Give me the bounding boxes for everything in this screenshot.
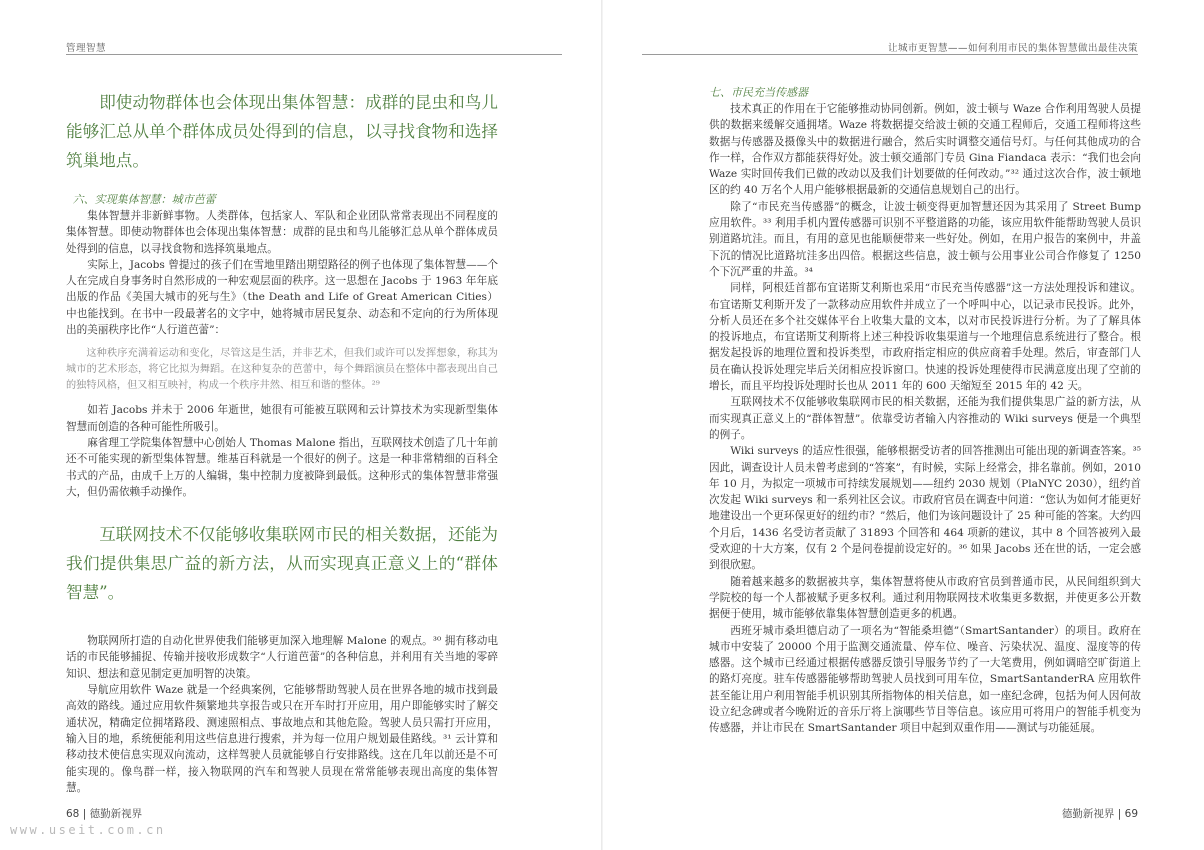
paragraph: 互联网技术不仅能够收集联网市民的相关数据，还能为我们提供集思广益的新方法，从而实现真正意义上的“群体智慧”。依靠受访者输入内容推动的 Wiki surveys 便是一个典型的例子。 bbox=[709, 396, 1141, 441]
paragraph: 同样，阿根廷首都布宜诺斯艾利斯也采用“市民充当传感器”这一方法处理投诉和建议。布宜诺斯艾利斯开发了一款移动应用软件并成立了一个呼叫中心，以记录市民投诉。此外，分析人员还在多个社交媒体平台上收集大量的文本，以对市民投诉进行分析。为了了解具体的投诉地点，布宜诺斯艾利斯将上述三种投诉收集渠道与一个地理信息系统进行了整合。根据发起投诉的地理位置和投诉类型，市政府指定相应的供应商着手处理。然后，审查部门人员在确认投诉处理完毕后关闭相应投诉窗口。快速的投诉处理使得市民满意度出现了空前的增长，而且平均投诉处理时长也从 2011 年的 600 天缩短至 2015 年的 42 天。 bbox=[709, 282, 1141, 393]
paragraph: 随着越来越多的数据被共享，集体智慧将使从市政府官员到普通市民，从民间组织到大学院校的每一个人都被赋予更多权利。通过利用物联网技术收集更多数据，并使更多公开数据便于使用，城市能够依靠集体智慧创造更多的机遇。 bbox=[709, 575, 1141, 621]
section-7-heading: 七、市民充当传感器 bbox=[709, 86, 808, 99]
pullquote-1: 即使动物群体也会体现出集体智慧：成群的昆虫和鸟儿能够汇总从单个群体成员处得到的信息，以寻找食物和选择筑巢地点。 bbox=[66, 93, 498, 170]
block-quote: 这种秩序充满着运动和变化，尽管这是生活，并非艺术，但我们或许可以发挥想象，称其为城市的艺术形态，将它比拟为舞蹈。在这种复杂的芭蕾中，每个舞蹈演员在整体中都表现出自己的独特风格，但又相互映衬，构成一个秩序井然、相互和谐的整体。²⁹ bbox=[66, 348, 498, 392]
page-footer-right: 德勤新视界 | 69 bbox=[1061, 808, 1138, 820]
paragraph: Wiki surveys 的适应性很强，能够根据受访者的回答推测出可能出现的新调查答案。³⁵ 因此，调查设计人员未曾考虑到的“答案”，有时候，实际上经常会，排名靠前。例如，2010 年 10 月，为拟定一项城市可持续发展规划——纽约 2030 规划（PlaNYC 2030），纽约首次发起 Wiki surveys 和一系列社区会议。市政府官员在调查中问道：“您认为如何才能更好地建设出一个更环保更好的纽约市？”然后，他们为该问题设计了 25 种可能的答案。大约四个月后，1436 名受访者贡献了 31893 个回答和 464 项新的建议，其中 8 个回答被列入最受欢迎的十大方案，仅有 2 个是问卷提前设定好的。³⁶ 如果 Jacobs 还在世的话，一定会感到很欣慰。 bbox=[709, 445, 1141, 572]
paragraph: 除了“市民充当传感器”的概念，让波士顿变得更加智慧还因为其采用了 Street Bump 应用软件。³³ 利用手机内置传感器可识别不平整道路的功能，该应用软件能帮助驾驶人员识别道路坑洼。而且，有用的意见也能顺便带来一些好处。例如，在用户报告的案例中，井盖下沉的情况比道路坑洼多出四倍。根据这些信息，波士顿与公用事业公司合作修复了 1250 个下沉严重的井盖。³⁴ bbox=[709, 200, 1141, 278]
paragraph: 西班牙城市桑坦德启动了一项名为“智能桑坦德”（SmartSantander）的项目。政府在城市中安装了 20000 个用于监测交通流量、停车位、噪音、污染状况、温度、湿度等的传感器。这个城市已经通过根据传感器反馈引导服务节约了一大笔费用，例如调暗空旷街道上的路灯亮度。驻车传感器能够帮助驾驶人员找到可用车位，SmartSantanderRA 应用软件甚至能让用户利用智能手机识别其所指物体的相关信息，如一座纪念碑，包括为何人因何故设立纪念碑或者今晚附近的音乐厅将上演哪些节目等信息。该应用可将用户的智能手机变为传感器，并让市民在 SmartSantander 项目中起到双重作用——测试与功能延展。 bbox=[709, 624, 1141, 735]
right-page bbox=[602, 0, 1204, 850]
pullquote-2: 互联网技术不仅能够收集联网市民的相关数据，还能为我们提供集思广益的新方法，从而实现真正意义上的“群体智慧”。 bbox=[66, 525, 498, 603]
running-header-left: 管理智慧 bbox=[66, 43, 107, 54]
header-rule-left bbox=[66, 54, 562, 55]
paragraph: 导航应用软件 Waze 就是一个经典案例，它能够帮助驾驶人员在世界各地的城市找到最高效的路线。通过应用软件频繁地共享报告或只在开车时打开应用，用户即能够实时了解交通状况，精确定位拥堵路段、测速照相点、事故地点和其他危险。驾驶人员只需打开应用，输入目的地，系统便能利用这些信息进行搜索，并为每一位用户规划最佳路线。³¹ 云计算和移动技术使信息实现双向流动，这样驾驶人员就能够自行安排路线。这在几年以前还是不可能实现的。像鸟群一样，接入物联网的汽车和驾驶人员现在常常能够表现出高度的集体智慧。 bbox=[66, 684, 498, 794]
paragraph: 集体智慧并非新鲜事物。人类群体，包括家人、军队和企业团队常常表现出不同程度的集体智慧。即使动物群体也会体现出集体智慧：成群的昆虫和鸟儿能够汇总从单个群体成员处得到的信息，以寻找食物和选择筑巢地点。 bbox=[66, 210, 498, 255]
paragraph: 实际上，Jacobs 曾提过的孩子们在雪地里踏出期望路径的例子也体现了集体智慧——个人在完成自身事务时自然形成的一种宏观层面的秩序。这一思想在 Jacobs 于 1963 年年底出版的作品《美国大城市的死与生》（the Death and Life of Great American Cities）中也能找到。在书中一段最著名的文字中，她将城市居民复杂、动态和不定向的行为所体现出的美丽秩序比作“人行道芭蕾”： bbox=[66, 258, 498, 337]
left-column bbox=[66, 84, 498, 796]
header-rule-right bbox=[642, 54, 1138, 55]
paragraph: 物联网所打造的自动化世界使我们能够更加深入地理解 Malone 的观点。³⁰ 拥有移动电话的市民能够捕捉、传输并接收形成数字“人行道芭蕾”的各种信息，并利用有关当地的零碎知识、想法和意见制定更加明智的决策。 bbox=[66, 635, 498, 680]
paragraph: 技术真正的作用在于它能够推动协同创新。例如，波士顿与 Waze 合作利用驾驶人员提供的数据来缓解交通拥堵。Waze 将数据提交给波士顿的交通工程师后，交通工程师将这些数据与传感器及摄像头中的数据进行融合，然后实时调整交通信号灯。与任何其他成功的合作一样，合作双方都能获得好处。波士顿交通部门专员 Gina Fiandaca 表示：“我们也会向 Waze 实时回传我们已做的改动以及我们计划要做的任何改动。”³² 通过这次合作，波士顿地区的约 40 万名个人用户能够根据最新的交通信息规划自己的出行。 bbox=[709, 103, 1141, 197]
section-6-heading: 六、实现集体智慧：城市芭蕾 bbox=[72, 193, 216, 206]
right-column bbox=[709, 84, 1141, 737]
page-footer-left: 68 | 德勤新视界 bbox=[66, 808, 143, 820]
watermark: www.useit.com.cn bbox=[10, 823, 166, 837]
paragraph: 麻省理工学院集体智慧中心创始人 Thomas Malone 指出，互联网技术创造了几十年前还不可能实现的新型集体智慧。维基百科就是一个很好的例子。这是一种非常精细的百科全书式的产品，由成千上万的人编辑，集中控制力度被降到最低。这种形式的集体智慧非常强大，但仍需依赖手动操作。 bbox=[66, 436, 498, 498]
running-header-right: 让城市更智慧——如何利用市民的集体智慧做出最佳决策 bbox=[887, 43, 1138, 54]
paragraph: 如若 Jacobs 并未于 2006 年逝世，她很有可能被互联网和云计算技术为实现新型集体智慧而创造的各种可能性所吸引。 bbox=[66, 404, 498, 433]
